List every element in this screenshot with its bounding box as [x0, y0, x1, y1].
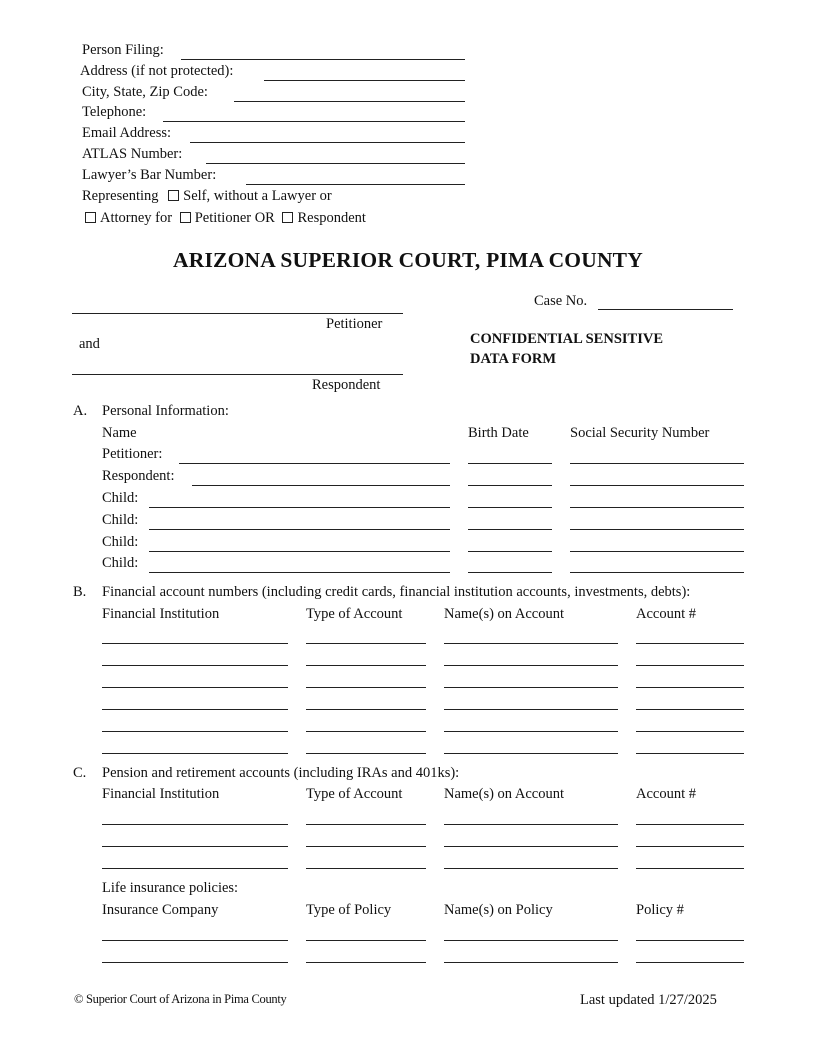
number-input[interactable]	[636, 687, 744, 688]
number-input[interactable]	[636, 868, 744, 869]
row-label: Child:	[102, 555, 139, 571]
petitioner-caption-label: Petitioner	[326, 316, 383, 332]
col-account-names-header: Name(s) on Account	[444, 606, 564, 622]
names-input[interactable]	[444, 962, 618, 963]
number-input[interactable]	[636, 731, 744, 732]
footer-copyright: © Superior Court of Arizona in Pima County	[74, 992, 287, 1006]
institution-input[interactable]	[102, 731, 288, 732]
email-input[interactable]	[190, 142, 465, 143]
ssn-input[interactable]	[570, 529, 744, 530]
names-input[interactable]	[444, 665, 618, 666]
number-input[interactable]	[636, 753, 744, 754]
birth-date-input[interactable]	[468, 551, 552, 552]
type-input[interactable]	[306, 687, 426, 688]
names-input[interactable]	[444, 709, 618, 710]
col-ssn-header: Social Security Number	[570, 425, 710, 441]
city-state-zip-label: City, State, Zip Code:	[82, 84, 208, 100]
row-label: Respondent:	[102, 468, 175, 484]
number-input[interactable]	[636, 824, 744, 825]
col-pension-institution-header: Financial Institution	[102, 786, 220, 802]
representing-label: Representing	[82, 188, 159, 204]
respondent-checkbox[interactable]	[282, 212, 293, 223]
birth-date-input[interactable]	[468, 572, 552, 573]
names-input[interactable]	[444, 753, 618, 754]
col-account-number-header: Account #	[636, 606, 696, 622]
col-policy-names-header: Name(s) on Policy	[444, 902, 553, 918]
respondent-name-input[interactable]	[72, 374, 403, 375]
institution-input[interactable]	[102, 824, 288, 825]
email-label: Email Address:	[82, 125, 172, 141]
life-insurance-title: Life insurance policies:	[102, 880, 239, 896]
name-input[interactable]	[149, 572, 450, 573]
type-input[interactable]	[306, 846, 426, 847]
institution-input[interactable]	[102, 868, 288, 869]
birth-date-input[interactable]	[468, 485, 552, 486]
representing-row-2	[85, 211, 366, 226]
section-c-title: Pension and retirement accounts (including IRAs and 401ks):	[102, 765, 460, 781]
name-input[interactable]	[149, 551, 450, 552]
number-input[interactable]	[636, 665, 744, 666]
names-input[interactable]	[444, 846, 618, 847]
type-input[interactable]	[306, 665, 426, 666]
row-label: Child:	[102, 490, 139, 506]
section-a-title: Personal Information:	[102, 403, 229, 419]
footer-last-updated: Last updated 1/27/2025	[580, 992, 717, 1008]
institution-input[interactable]	[102, 665, 288, 666]
address-input[interactable]	[264, 80, 465, 81]
col-pension-names-header: Name(s) on Account	[444, 786, 564, 802]
col-institution-header: Financial Institution	[102, 606, 220, 622]
type-input[interactable]	[306, 731, 426, 732]
petitioner-name-input[interactable]	[72, 313, 403, 314]
attorney-option-label: Attorney for	[100, 210, 173, 226]
respondent-caption-label: Respondent	[312, 377, 381, 393]
col-birth-date-header: Birth Date	[468, 425, 529, 441]
col-insurance-company-header: Insurance Company	[102, 902, 219, 918]
court-title: ARIZONA SUPERIOR COURT, PIMA COUNTY	[173, 248, 643, 272]
birth-date-input[interactable]	[468, 529, 552, 530]
institution-input[interactable]	[102, 846, 288, 847]
self-option-label: Self, without a Lawyer or	[183, 188, 332, 204]
col-policy-number-header: Policy #	[636, 902, 684, 918]
respondent-option-label: Respondent	[297, 210, 366, 226]
col-policy-type-header: Type of Policy	[306, 902, 392, 918]
number-input[interactable]	[636, 643, 744, 644]
type-input[interactable]	[306, 753, 426, 754]
number-input[interactable]	[636, 962, 744, 963]
type-input[interactable]	[306, 962, 426, 963]
ssn-input[interactable]	[570, 463, 744, 464]
atlas-number-input[interactable]	[206, 163, 465, 164]
attorney-checkbox[interactable]	[85, 212, 96, 223]
type-input[interactable]	[306, 824, 426, 825]
type-input[interactable]	[306, 940, 426, 941]
and-label: and	[79, 336, 100, 352]
section-b-letter: B.	[73, 584, 87, 600]
representing-row-1	[82, 189, 332, 204]
petitioner-checkbox[interactable]	[180, 212, 191, 223]
names-input[interactable]	[444, 731, 618, 732]
atlas-number-label: ATLAS Number:	[82, 146, 183, 162]
form-title-line-1: CONFIDENTIAL SENSITIVE	[470, 331, 663, 347]
person-filing-input[interactable]	[181, 59, 465, 60]
petitioner-option-label: Petitioner OR	[194, 210, 275, 226]
ssn-input[interactable]	[570, 507, 744, 508]
row-label: Child:	[102, 512, 139, 528]
birth-date-input[interactable]	[468, 507, 552, 508]
birth-date-input[interactable]	[468, 463, 552, 464]
section-a-letter: A.	[73, 403, 88, 419]
case-no-input[interactable]	[598, 309, 733, 310]
names-input[interactable]	[444, 643, 618, 644]
name-input[interactable]	[179, 463, 450, 464]
number-input[interactable]	[636, 709, 744, 710]
col-account-type-header: Type of Account	[306, 606, 403, 622]
row-label: Petitioner:	[102, 446, 163, 462]
person-filing-label: Person Filing:	[82, 42, 164, 58]
name-input[interactable]	[149, 529, 450, 530]
telephone-label: Telephone:	[82, 104, 147, 120]
col-name-header: Name	[102, 425, 137, 441]
ssn-input[interactable]	[570, 485, 744, 486]
col-pension-type-header: Type of Account	[306, 786, 403, 802]
names-input[interactable]	[444, 824, 618, 825]
ssn-input[interactable]	[570, 572, 744, 573]
institution-input[interactable]	[102, 962, 288, 963]
type-input[interactable]	[306, 643, 426, 644]
names-input[interactable]	[444, 687, 618, 688]
institution-input[interactable]	[102, 753, 288, 754]
name-input[interactable]	[149, 507, 450, 508]
type-input[interactable]	[306, 709, 426, 710]
names-input[interactable]	[444, 940, 618, 941]
address-label: Address (if not protected):	[80, 63, 234, 79]
section-b-title: Financial account numbers (including credit cards, financial institution accounts, investments, debts):	[102, 584, 691, 600]
city-state-zip-input[interactable]	[234, 101, 465, 102]
type-input[interactable]	[306, 868, 426, 869]
institution-input[interactable]	[102, 643, 288, 644]
section-c-letter: C.	[73, 765, 87, 781]
institution-input[interactable]	[102, 940, 288, 941]
institution-input[interactable]	[102, 709, 288, 710]
bar-number-label: Lawyer’s Bar Number:	[82, 167, 217, 183]
self-checkbox[interactable]	[168, 190, 179, 201]
bar-number-input[interactable]	[246, 184, 465, 185]
ssn-input[interactable]	[570, 551, 744, 552]
institution-input[interactable]	[102, 687, 288, 688]
names-input[interactable]	[444, 868, 618, 869]
name-input[interactable]	[192, 485, 450, 486]
col-pension-number-header: Account #	[636, 786, 696, 802]
number-input[interactable]	[636, 940, 744, 941]
case-no-label: Case No.	[534, 293, 588, 309]
form-title-line-2: DATA FORM	[470, 351, 557, 367]
number-input[interactable]	[636, 846, 744, 847]
telephone-input[interactable]	[163, 121, 465, 122]
row-label: Child:	[102, 534, 139, 550]
